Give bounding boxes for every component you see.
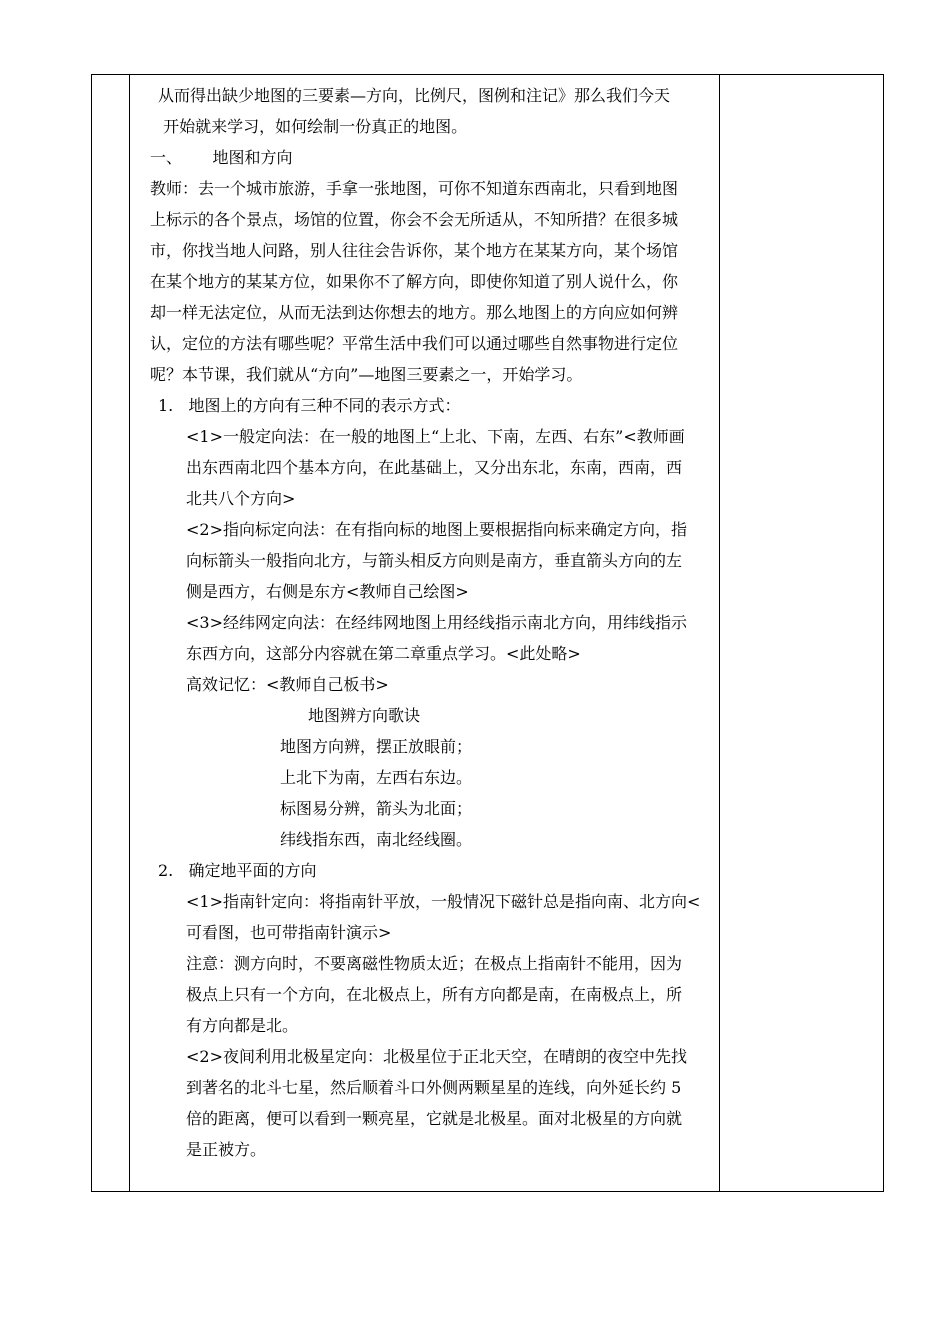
text-line: 出东西南北四个基本方向，在此基础上，又分出东北，东南，西南，西	[186, 458, 683, 477]
text-line: 侧是西方，右侧是东方<教师自己绘图>	[186, 582, 469, 601]
text-line: 东西方向，这部分内容就在第二章重点学习。<此处略>	[186, 644, 581, 663]
section-heading: 一、 地图和方向	[150, 148, 293, 167]
poem-line: 标图易分辨，箭头为北面；	[280, 799, 473, 818]
text-line: <1>一般定向法：在一般的地图上“上北、下南，左西、右东”<教师画	[186, 427, 685, 446]
text-line: <3>经纬网定向法：在经纬网地图上用经线指示南北方向，用纬线指示	[186, 613, 687, 632]
text-line: 从而得出缺少地图的三要素—方向，比例尺，图例和注记》那么我们今天	[158, 86, 671, 105]
text-line: 市，你找当地人问路，别人往往会告诉你，某个地方在某某方向，某个场馆	[150, 241, 679, 260]
text-line: 教师：去一个城市旅游，手拿一张地图，可你不知道东西南北，只看到地图	[150, 179, 679, 198]
text-line: 开始就来学习，如何绘制一份真正的地图。	[158, 117, 468, 136]
text-line: 有方向都是北。	[186, 1016, 299, 1035]
numbered-heading: 1. 地图上的方向有三种不同的表示方式：	[158, 396, 461, 415]
text-line: 极点上只有一个方向，在北极点上，所有方向都是南，在南极点上，所	[186, 985, 683, 1004]
text-line: 却一样无法定位，从而无法到达你想去的地方。那么地图上的方向应如何辨	[150, 303, 679, 322]
text-line: 上标示的各个景点，场馆的位置，你会不会无所适从，不知所措？在很多城	[150, 210, 679, 229]
poem-line: 地图方向辨，摆正放眼前；	[280, 737, 473, 756]
text-line: 向标箭头一般指向北方，与箭头相反方向则是南方，垂直箭头方向的左	[186, 551, 683, 570]
poem-line: 上北下为南，左西右东边。	[280, 768, 473, 787]
poem-title: 地图辨方向歌诀	[308, 706, 421, 725]
text-line: 可看图，也可带指南针演示>	[186, 923, 392, 942]
text-line: 高效记忆：<教师自己板书>	[186, 675, 389, 694]
text-line: 注意：测方向时，不要离磁性物质太近；在极点上指南针不能用，因为	[186, 954, 683, 973]
column-divider-1	[129, 75, 130, 1191]
numbered-heading: 2. 确定地平面的方向	[158, 861, 317, 880]
text-line: <2>夜间利用北极星定向：北极星位于正北天空，在晴朗的夜空中先找	[186, 1047, 687, 1066]
text-line: 认，定位的方法有哪些呢？平常生活中我们可以通过哪些自然事物进行定位	[150, 334, 679, 353]
text-line: 北共八个方向>	[186, 489, 296, 508]
text-line: <1>指南针定向：将指南针平放，一般情况下磁针总是指向南、北方向<	[186, 892, 701, 911]
text-line: 呢？本节课，我们就从“方向”—地图三要素之一，开始学习。	[150, 365, 583, 384]
poem-line: 纬线指东西，南北经线圈。	[280, 830, 473, 849]
lesson-content	[150, 80, 712, 1165]
text-line: 倍的距离，便可以看到一颗亮星，它就是北极星。面对北极星的方向就	[186, 1109, 683, 1128]
text-line: 到著名的北斗七星，然后顺着斗口外侧两颗星星的连线，向外延长约 5	[186, 1078, 682, 1097]
text-line: 是正被方。	[186, 1140, 267, 1159]
text-line: <2>指向标定向法：在有指向标的地图上要根据指向标来确定方向，指	[186, 520, 687, 539]
text-line: 在某个地方的某某方位，如果你不了解方向，即使你知道了别人说什么，你	[150, 272, 679, 291]
column-divider-2	[719, 75, 720, 1191]
